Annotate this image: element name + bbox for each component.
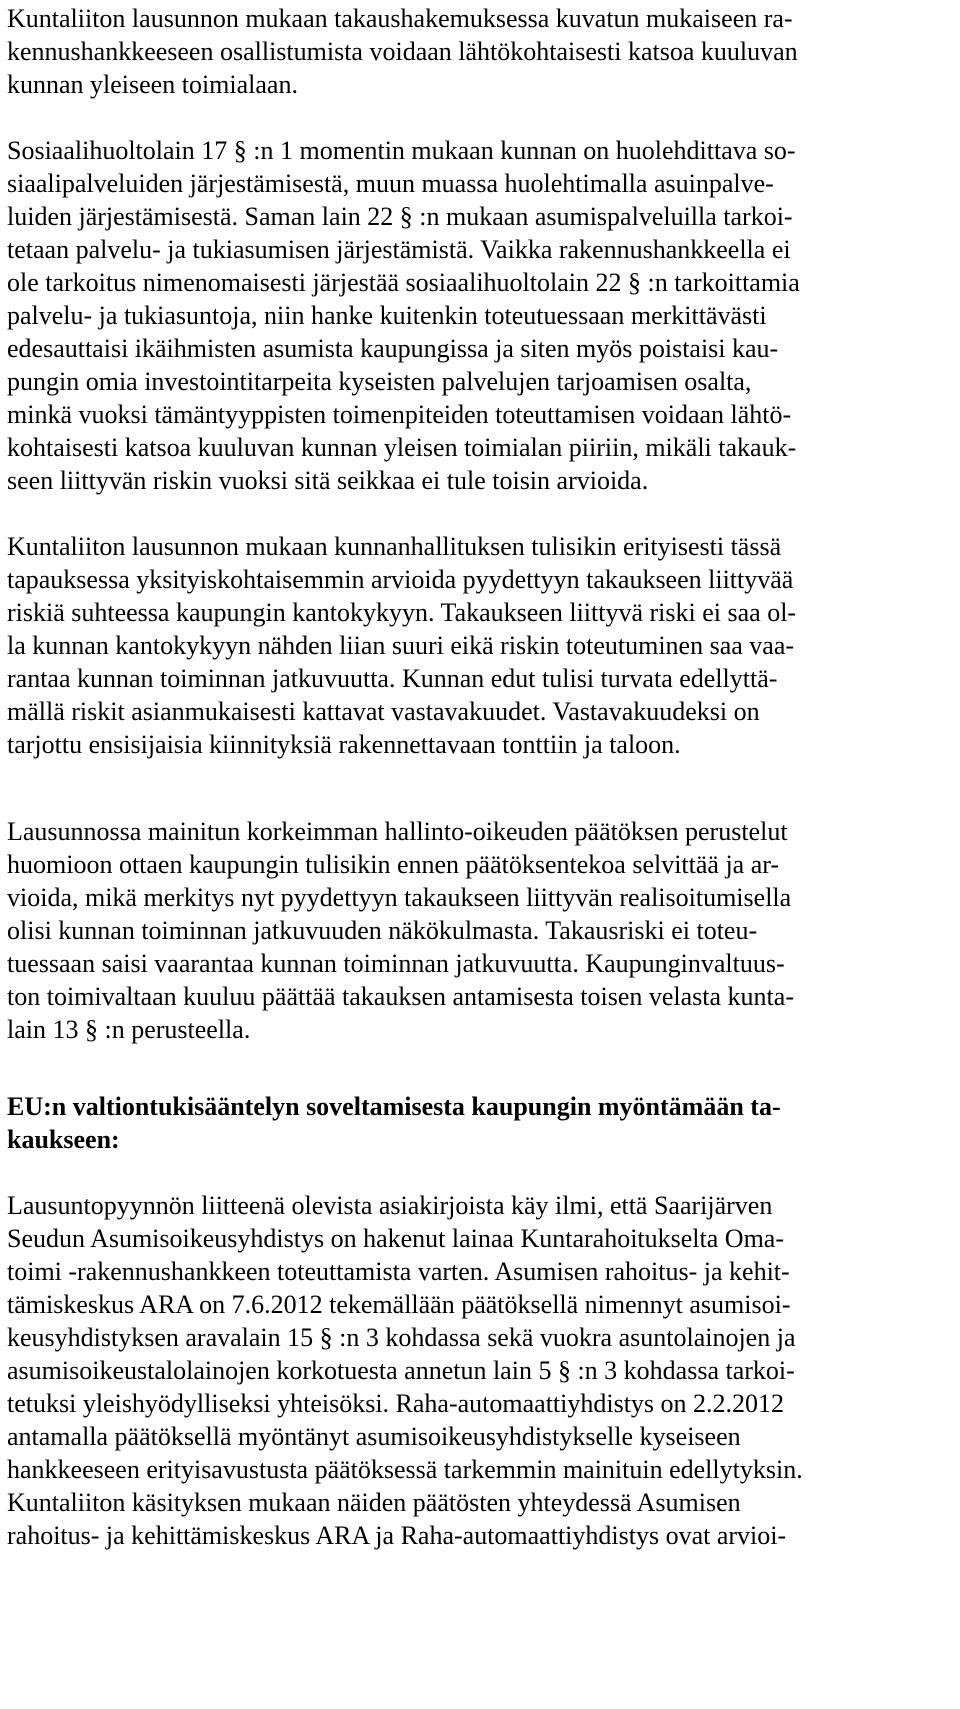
text-line: edesauttaisi ikäihmisten asumista kaupungissa ja siten myös poistaisi kau- — [7, 334, 779, 363]
text-line: hankkeeseen erityisavustusta päätöksessä tarkemmin mainituin edellytyksin. — [7, 1455, 803, 1484]
text-line: tetuksi yleishyödylliseksi yhteisöksi. Raha-automaattiyhdistys on 2.2.2012 — [7, 1389, 785, 1418]
text-line: Lausunnossa mainitun korkeimman hallinto-oikeuden päätöksen perustelut — [7, 817, 788, 846]
text-line: Kuntaliiton lausunnon mukaan takaushakemuksessa kuvatun mukaiseen ra- — [7, 4, 793, 33]
text-line: seen liittyvän riskin vuoksi sitä seikkaa ei tule toisin arvioida. — [7, 466, 649, 495]
text-line: siaalipalveluiden järjestämisestä, muun muassa huolehtimalla asuinpalve- — [7, 169, 774, 198]
text-line: ton toimivaltaan kuuluu päättää takauksen antamisesta toisen velasta kunta- — [7, 982, 794, 1011]
text-line: palvelu- ja tukiasuntoja, niin hanke kuitenkin toteutuessaan merkittävästi — [7, 301, 767, 330]
text-line: kennushankkeeseen osallistumista voidaan lähtökohtaisesti katsoa kuuluvan — [7, 37, 798, 66]
text-line: Seudun Asumisoikeusyhdistys on hakenut lainaa Kuntarahoitukselta Oma- — [7, 1224, 784, 1253]
text-line: rantaa kunnan toiminnan jatkuvuutta. Kunnan edut tulisi turvata edellyttä- — [7, 664, 778, 693]
text-line: keusyhdistyksen aravalain 15 § :n 3 kohdassa sekä vuokra asuntolainojen ja — [7, 1323, 796, 1352]
text-line: tapauksessa yksityiskohtaisemmin arvioida pyydettyyn takaukseen liittyvää — [7, 565, 794, 594]
text-line: vioida, mikä merkitys nyt pyydettyyn takaukseen liittyvän realisoitumisella — [7, 883, 792, 912]
text-line: minkä vuoksi tämäntyyppisten toimenpiteiden toteuttamisen voidaan lähtö- — [7, 400, 792, 429]
text-line: riskiä suhteessa kaupungin kantokykyyn. Takaukseen liittyvä riski ei saa ol- — [7, 598, 797, 627]
heading-line: EU:n valtiontukisääntelyn soveltamisesta kaupungin myöntämään ta- — [7, 1092, 781, 1121]
text-line: tarjottu ensisijaisia kiinnityksiä rakennettavaan tonttiin ja taloon. — [7, 730, 681, 759]
text-line: pungin omia investointitarpeita kyseisten palvelujen tarjoamisen osalta, — [7, 367, 752, 396]
heading-line: kaukseen: — [7, 1125, 120, 1154]
text-line: toimi -rakennushankkeen toteuttamista varten. Asumisen rahoitus- ja kehit- — [7, 1257, 790, 1286]
text-line: Lausuntopyynnön liitteenä olevista asiakirjoista käy ilmi, että Saarijärven — [7, 1191, 773, 1220]
text-line: tetaan palvelu- ja tukiasumisen järjestämistä. Vaikka rakennushankkeella ei — [7, 235, 791, 264]
text-line: Sosiaalihuoltolain 17 § :n 1 momentin mukaan kunnan on huolehdittava so- — [7, 136, 796, 165]
text-line: asumisoikeustalolainojen korkotuesta annetun lain 5 § :n 3 kohdassa tarkoi- — [7, 1356, 795, 1385]
text-line: mällä riskit asianmukaisesti kattavat vastavakuudet. Vastavakuudeksi on — [7, 697, 760, 726]
text-line: rahoitus- ja kehittämiskeskus ARA ja Raha-automaattiyhdistys ovat arvioi- — [7, 1521, 787, 1550]
text-line: lain 13 § :n perusteella. — [7, 1015, 251, 1044]
text-line: Kuntaliiton lausunnon mukaan kunnanhallituksen tulisikin erityisesti tässä — [7, 532, 782, 561]
text-line: kohtaisesti katsoa kuuluvan kunnan yleisen toimialan piiriin, mikäli takauk- — [7, 433, 797, 462]
text-line: huomioon ottaen kaupungin tulisikin ennen päätöksentekoa selvittää ja ar- — [7, 850, 780, 879]
text-line: tämiskeskus ARA on 7.6.2012 tekemällään päätöksellä nimennyt asumisoi- — [7, 1290, 791, 1319]
text-line: tuessaan saisi vaarantaa kunnan toiminnan jatkuvuutta. Kaupunginvaltuus- — [7, 949, 785, 978]
text-line: kunnan yleiseen toimialaan. — [7, 70, 298, 99]
text-line: olisi kunnan toiminnan jatkuvuuden näkökulmasta. Takausriski ei toteu- — [7, 916, 758, 945]
text-line: luiden järjestämisestä. Saman lain 22 § :n mukaan asumispalveluilla tarkoi- — [7, 202, 793, 231]
text-line: ole tarkoitus nimenomaisesti järjestää sosiaalihuoltolain 22 § :n tarkoittamia — [7, 268, 800, 297]
text-line: Kuntaliiton käsityksen mukaan näiden päätösten yhteydessä Asumisen — [7, 1488, 741, 1517]
text-line: la kunnan kantokykyyn nähden liian suuri eikä riskin toteutuminen saa vaa- — [7, 631, 795, 660]
text-line: antamalla päätöksellä myöntänyt asumisoikeusyhdistykselle kyseiseen — [7, 1422, 741, 1451]
